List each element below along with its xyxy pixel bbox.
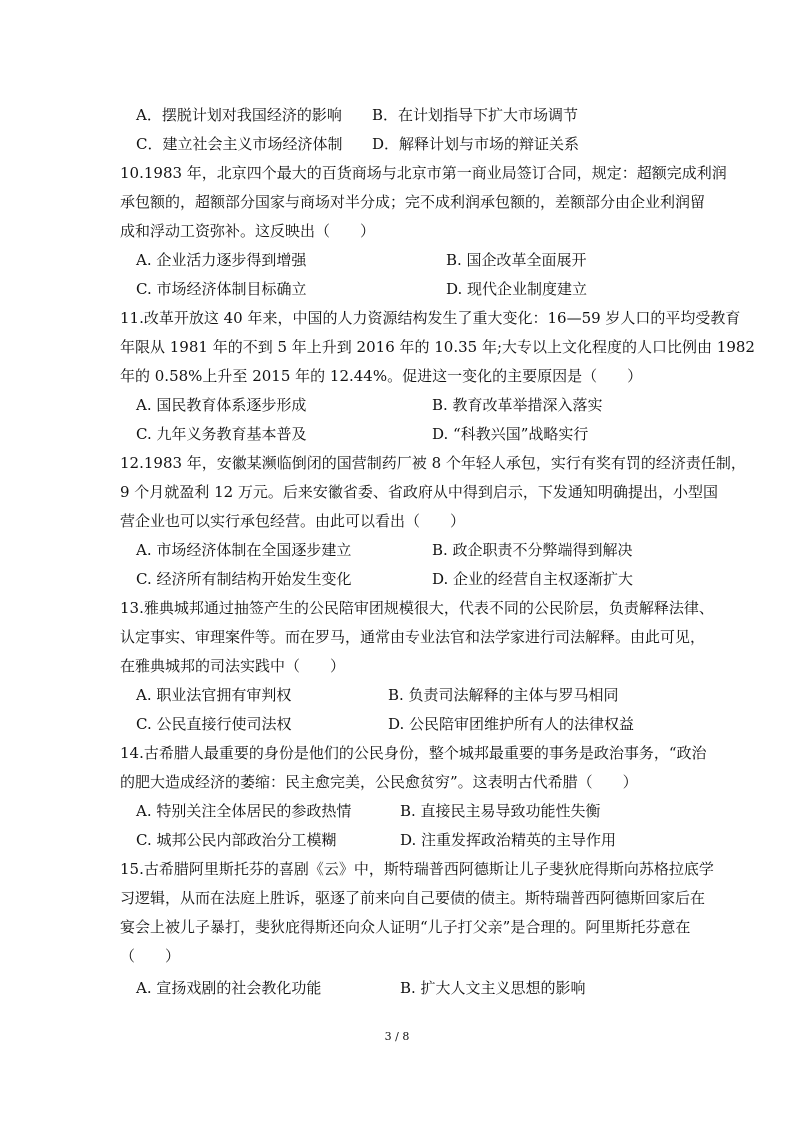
q13-stem-line-3: 在雅典城邦的司法实践中（ ）	[120, 657, 346, 675]
page-number: 3 / 8	[384, 1030, 410, 1043]
q15-option-b: B. 扩大人文主义思想的影响	[400, 979, 586, 997]
q15-stem-line-4: （ ）	[120, 947, 181, 965]
q14-stem-line-2: 的肥大造成经济的萎缩：民主愈完美，公民愈贫穷”。这表明古代希腊（ ）	[120, 773, 638, 791]
q11-option-d: D. “科教兴国”战略实行	[432, 425, 589, 443]
q15-stem-line-1: 15.古希腊阿里斯托芬的喜剧《云》中，斯特瑞普西阿德斯让儿子斐狄庇得斯向苏格拉底学	[120, 860, 714, 878]
q13-stem-line-2: 认定事实、审理案件等。而在罗马，通常由专业法官和法学家进行司法解释。由此可见，	[120, 628, 706, 646]
q14-stem-line-1: 14.古希腊人最重要的身份是他们的公民身份，整个城邦最重要的事务是政治事务，“政治	[120, 744, 707, 762]
q15-option-a: A. 宣扬戏剧的社会教化功能	[136, 979, 322, 997]
q11-option-c: C. 九年义务教育基本普及	[136, 425, 307, 443]
q9-option-a: A．摆脱计划对我国经济的影响	[136, 106, 342, 124]
q11-option-b: B. 教育改革举措深入落实	[432, 396, 603, 414]
q10-option-c: C. 市场经济体制目标确立	[136, 280, 307, 298]
q13-option-c: C. 公民直接行使司法权	[136, 715, 292, 733]
q14-option-a: A. 特别关注全体居民的参政热情	[136, 802, 352, 820]
q10-option-a: A. 企业活力逐步得到增强	[136, 251, 307, 269]
q13-stem-line-1: 13.雅典城邦通过抽签产生的公民陪审团规模很大，代表不同的公民阶层，负责解释法律、	[120, 599, 714, 617]
q10-stem-line-3: 成和浮动工资弥补。这反映出（ ）	[120, 222, 376, 240]
q12-option-c: C. 经济所有制结构开始发生变化	[136, 570, 352, 588]
q13-option-b: B. 负责司法解释的主体与罗马相同	[388, 686, 619, 704]
q12-option-d: D. 企业的经营自主权逐渐扩大	[432, 570, 634, 588]
q12-stem-line-3: 营企业也可以实行承包经营。由此可以看出（ ）	[120, 512, 466, 530]
q14-option-b: B. 直接民主易导致功能性失衡	[400, 802, 601, 820]
q10-stem-line-1: 10.1983 年，北京四个最大的百货商场与北京市第一商业局签订合同，规定：超额完成利润	[120, 164, 727, 182]
q11-stem-line-2: 年限从 1981 年的不到 5 年上升到 2016 年的 10.35 年;大专以上文化程度的人口比例由 1982	[120, 338, 755, 356]
q14-option-d: D. 注重发挥政治精英的主导作用	[400, 831, 617, 849]
q9-option-c: C．建立社会主义市场经济体制	[136, 135, 343, 153]
q11-option-a: A. 国民教育体系逐步形成	[136, 396, 307, 414]
q12-option-b: B. 政企职责不分弊端得到解决	[432, 541, 633, 559]
q10-option-d: D. 现代企业制度建立	[446, 280, 588, 298]
q9-option-b: B．在计划指导下扩大市场调节	[372, 106, 579, 124]
q13-option-a: A. 职业法官拥有审判权	[136, 686, 292, 704]
q14-option-c: C. 城邦公民内部政治分工模糊	[136, 831, 337, 849]
q12-stem-line-1: 12.1983 年，安徽某濒临倒闭的国营制药厂被 8 个年轻人承包，实行有奖有罚的经济责任制，	[120, 454, 746, 472]
q13-option-d: D. 公民陪审团维护所有人的法律权益	[388, 715, 635, 733]
q12-option-a: A. 市场经济体制在全国逐步建立	[136, 541, 352, 559]
q15-stem-line-3: 宴会上被儿子暴打，斐狄庇得斯还向众人证明“儿子打父亲”是合理的。阿里斯托芬意在	[120, 918, 691, 936]
q12-stem-line-2: 9 个月就盈利 12 万元。后来安徽省委、省政府从中得到启示，下发通知明确提出，小型国	[120, 483, 718, 501]
q9-option-d: D．解释计划与市场的辩证关系	[372, 135, 580, 153]
q10-stem-line-2: 承包额的，超额部分国家与商场对半分成；完不成利润承包额的，差额部分由企业利润留	[120, 193, 706, 211]
q15-stem-line-2: 习逻辑，从而在法庭上胜诉，驱逐了前来向自己要债的债主。斯特瑞普西阿德斯回家后在	[120, 889, 706, 907]
q11-stem-line-3: 年的 0.58%上升至 2015 年的 12.44%。促进这一变化的主要原因是（ ）	[120, 367, 643, 385]
q10-option-b: B. 国企改革全面展开	[446, 251, 587, 269]
q11-stem-line-1: 11.改革开放这 40 年来，中国的人力资源结构发生了重大变化：16—59 岁人口的平均受教育	[120, 309, 741, 327]
